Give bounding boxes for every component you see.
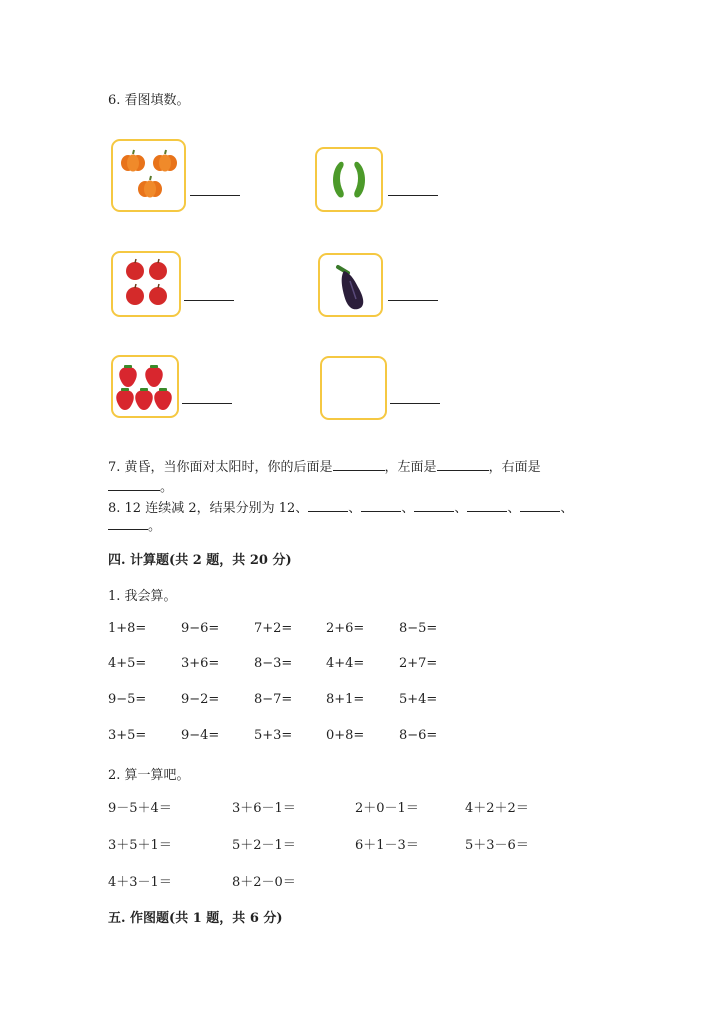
q8-line1	[108, 497, 573, 516]
q2-item: 3＋5＋1＝	[108, 838, 172, 853]
q8-blank-6[interactable]	[108, 517, 148, 530]
q8-end: 。	[148, 519, 162, 534]
q7-line1	[108, 456, 541, 475]
q1-item: 8−6=	[399, 728, 438, 743]
pumpkin-icon	[113, 141, 184, 210]
q8-sep: 、	[560, 501, 574, 516]
q7-end: 。	[160, 480, 174, 495]
q6-title: 6. 看图填数。	[108, 93, 190, 108]
q7-text-c: ，右面是	[488, 460, 541, 475]
strawberry-box	[111, 355, 179, 418]
strawberry-icon	[113, 357, 177, 416]
q2-item: 3＋6－1＝	[232, 801, 296, 816]
q7-blank-left[interactable]	[437, 458, 489, 471]
cucumber-box	[315, 147, 383, 212]
q1-item: 1+8=	[108, 621, 147, 636]
q8-sep: 、	[348, 501, 362, 516]
q2-item: 5＋2－1＝	[232, 838, 296, 853]
q1-item: 0+8=	[326, 728, 365, 743]
q1-item: 4+5=	[108, 656, 147, 671]
q2-item: 2＋0－1＝	[355, 801, 419, 816]
q8-sep: 、	[454, 501, 468, 516]
q1-item: 9−2=	[181, 692, 220, 707]
q7-text-b: ，左面是	[384, 460, 437, 475]
q8-blank-5[interactable]	[520, 499, 560, 512]
q1-title: 1. 我会算。	[108, 589, 177, 604]
q8-blank-1[interactable]	[308, 499, 348, 512]
pumpkin-box	[111, 139, 186, 212]
answer-blank-6[interactable]	[390, 403, 440, 404]
q1-item: 2+6=	[326, 621, 365, 636]
q1-item: 3+6=	[181, 656, 220, 671]
q1-item: 9−5=	[108, 692, 147, 707]
q8-sep: 、	[507, 501, 521, 516]
q8-blank-2[interactable]	[361, 499, 401, 512]
q1-item: 7+2=	[254, 621, 293, 636]
eggplant-box	[318, 253, 383, 317]
q8-text: 8. 12 连续减 2，结果分别为 12、	[108, 501, 309, 516]
q1-item: 8−7=	[254, 692, 293, 707]
q2-item: 4＋3－1＝	[108, 875, 172, 890]
eggplant-icon	[320, 255, 381, 315]
q1-item: 4+4=	[326, 656, 365, 671]
q7-blank-right[interactable]	[108, 478, 160, 491]
q8-blank-4[interactable]	[467, 499, 507, 512]
q8-line2	[108, 515, 161, 534]
q2-item: 6＋1－3＝	[355, 838, 419, 853]
q2-item: 4＋2＋2＝	[465, 801, 529, 816]
cucumber-icon	[317, 149, 381, 210]
section4-title: 四. 计算题(共 2 题，共 20 分)	[108, 553, 292, 568]
answer-blank-3[interactable]	[184, 300, 234, 301]
q7-blank-back[interactable]	[333, 458, 385, 471]
q1-item: 3+5=	[108, 728, 147, 743]
q2-item: 5＋3－6＝	[465, 838, 529, 853]
q1-item: 8−5=	[399, 621, 438, 636]
q1-item: 8−3=	[254, 656, 293, 671]
q1-item: 9−4=	[181, 728, 220, 743]
section5-title: 五. 作图题(共 1 题，共 6 分)	[108, 911, 283, 926]
empty-box	[320, 356, 387, 420]
q2-item: 9－5＋4＝	[108, 801, 172, 816]
q1-item: 8+1=	[326, 692, 365, 707]
answer-blank-2[interactable]	[388, 195, 438, 196]
q1-item: 5+4=	[399, 692, 438, 707]
q8-blank-3[interactable]	[414, 499, 454, 512]
q2-title: 2. 算一算吧。	[108, 768, 190, 783]
answer-blank-5[interactable]	[182, 403, 232, 404]
q2-item: 8＋2－0＝	[232, 875, 296, 890]
answer-blank-4[interactable]	[388, 300, 438, 301]
answer-blank-1[interactable]	[190, 195, 240, 196]
q1-item: 5+3=	[254, 728, 293, 743]
q7-line2	[108, 476, 173, 495]
q1-item: 2+7=	[399, 656, 438, 671]
q8-sep: 、	[401, 501, 415, 516]
apple-icon	[113, 253, 179, 315]
apple-box	[111, 251, 181, 317]
q7-text-a: 7. 黄昏，当你面对太阳时，你的后面是	[108, 460, 333, 475]
q1-item: 9−6=	[181, 621, 220, 636]
